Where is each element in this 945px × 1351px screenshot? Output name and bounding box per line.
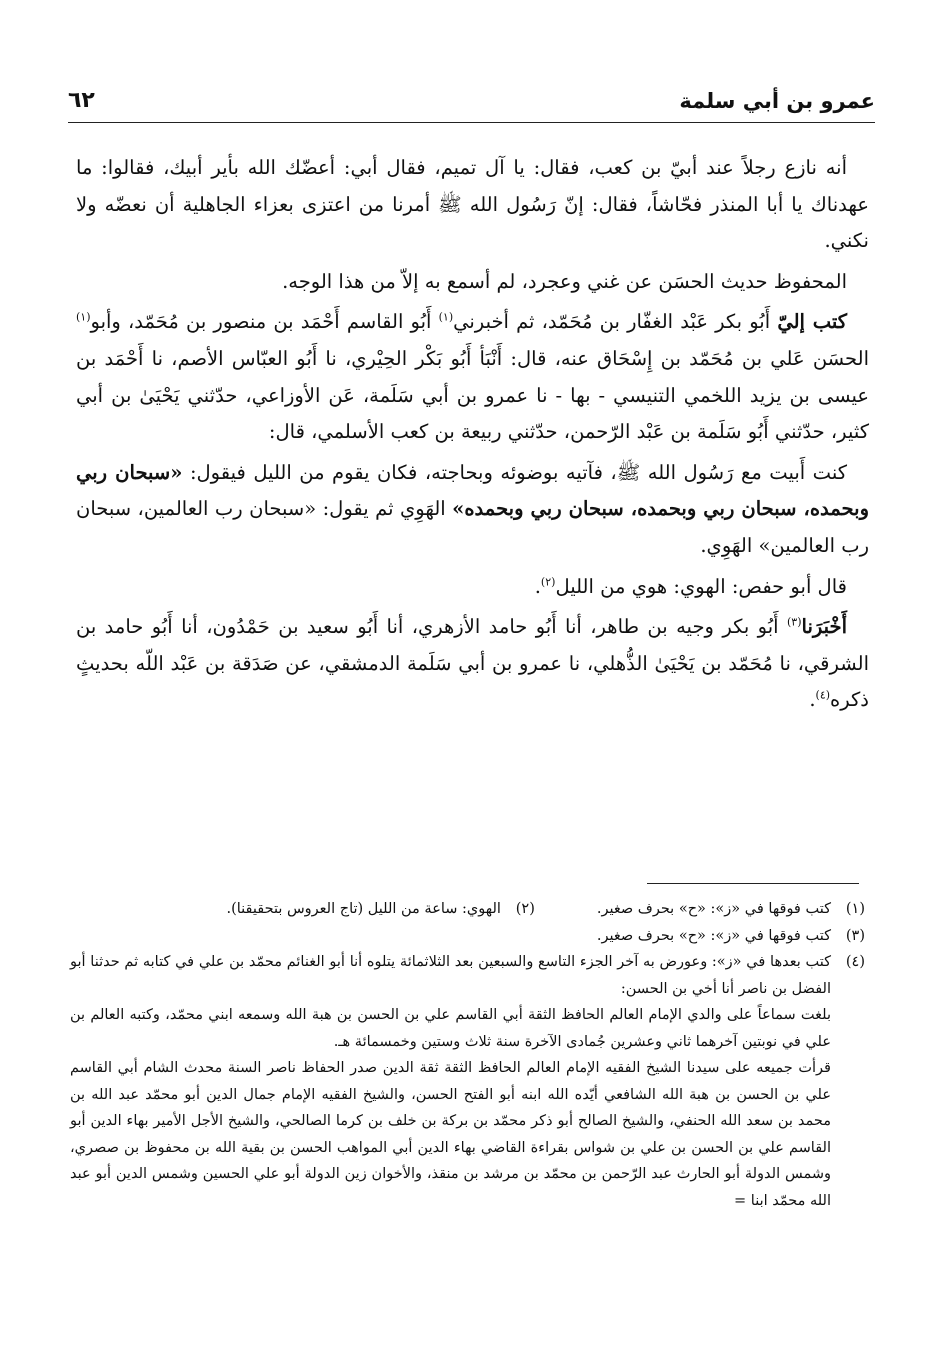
footnote-4 [70,949,865,1214]
footnote-number: (١) [845,901,865,917]
explanation-text: . [534,574,541,598]
footnote-body [70,949,831,1214]
page-number: ٦٢ [68,88,95,113]
running-head [68,86,875,116]
isnad-text: أَبُو بكر وجيه بن طاهر، أنا أَبُو حامد الأزهري، أنا أَبُو سعيد بن حَمْدُون، أنا أَبُو حامد بن الشرقي، نا مُحَمّد بن يَحْيَىٰ الذُّهلي، نا عمرو بن أبي سَلَمة الدمشقي، عن صَدَقة بن عَبْد اللّه بحديثٍ ذكره [76,615,869,712]
footnote-row [70,896,865,923]
footnote-1 [597,896,865,923]
manuscript-note: بلغت سماعاً على والدي الإمام العالم الحافظ الثقة أبي القاسم علي بن الحسن بن هبة الله وسمعه ابني محمّد، وكتبه العالم بن علي في نوبتين آخرهما ثاني وعشرين جُمادى الآخرة سنة ثلاث وستين وخمسمائة هـ. [70,1007,831,1050]
footnote-ref: (٣) [787,615,802,629]
isnad-text: . [809,688,816,712]
footnote-3 [70,923,865,950]
footnote-ref: (٢) [540,575,556,589]
main-text [76,150,869,719]
footnote-2 [226,896,534,923]
footnote-text: كتب فوقها في «ز»: «ح» بحرف صغير. [596,927,831,944]
paragraph-isnad-1 [76,304,869,450]
paragraph-isnad-2 [76,609,869,719]
manuscript-note: قرأت جميعه على سيدنا الشيخ الفقيه الإمام العالم الحافظ الثقة ثقة الدين صدر الحفاظ ناصر السنة محدث الشام أبي القاسم علي بن الحسن بن هبة الله الشافعي أيّده الله ابنه أبو الفتح الحسن، والشيخ الفقيه الإمام جمال الدين أبو محمّد عبد الله بن محمد بن سعد الله الحنفي، والشيخ الصالح أبو ذكر محمّد بن بركة بن خلف بن كرما الصالحي، والشيخ الأجل الأمير بهاء الدين أبو القاسم علي بن الحسن بن علي بن شواس بقراءة القاضي بهاء الدين أبي المواهب الحسن بن بقية الله بن محفوظ بن صصري، وشمس الدولة أبو الحارث عبد الرّحمن بن محمّد بن مرشد بن منقذ، والأخوان زين الدولة أبو علي الحسين وشمس الدين أبو عبد الله محمّد ابنا = [70,1060,831,1209]
chapter-title: عمرو بن أبي سلمة [679,89,875,113]
header-rule [68,122,875,123]
footnote-ref: (١) [76,310,91,324]
paragraph-explanation [76,569,869,606]
isnad-text: أَبُو القاسم أَحْمَد بن منصور بن مُحَمّد، وأبو [90,310,439,334]
paragraph-hadith-context: أنه نازع رجلاً عند أبيّ بن كعب، فقال: يا آل تميم، فقال أبي: أعضّك الله بأير أبيك، فقالوا: ما عهدناك يا أبا المنذر فحّاشاً، فقال: إنّ رَسُول الله ﷺ أمرنا من اعتزى بعزاء الجاهلية أن نعضّه ولا نكني. [76,156,869,253]
footnote-text: كتب فوقها في «ز»: «ح» بحرف صغير. [596,901,831,917]
isnad-text: الحسَن عَلي بن مُحَمّد بن إِسْحَاق عنه، قال: أَنْبَأ أَبُو بَكْر الحِيْري، نا أَبُو العبّاس الأصم، نا أَحْمَد بن عيسى بن يزيد اللخمي التنيسي - بها - نا عمرو بن أبي سَلَمة، عَن الأوزاعي، حدّثني يَحْيَىٰ بن أبي كثير، حدّثني أَبُو سَلَمة بن عَبْد الرّحمن، حدّثني ربيعة بن كعب الأسلمي، قال: [76,346,869,444]
paragraph-matn [76,455,869,565]
matn-text: الهَوِي ثم يقول: «سبحان رب العالمين، سبحان رب العالمين» الهَوِي. [76,497,869,557]
isnad-lead-word: كتب إليّ [777,310,848,334]
footnote-number: (٢) [515,901,535,917]
paragraph-remark: المحفوظ حديث الحسَن عن غني وعجرد، لم أسمع به إلاّ من هذا الوجه. [282,269,847,293]
matn-text: كنت أَبيت مع رَسُول الله ﷺ، فآتيه بوضوئه وبحاجته، فكان يقوم من الليل فيقول: [182,460,847,484]
isnad-text: أَبُو بكر عَبْد الغفّار بن مُحَمّد، ثم أخبرني [453,310,778,334]
footnotes [70,896,865,1214]
explanation-text: قال أبو حفص: الهوي: هوي من الليل [555,574,847,598]
footnote-rule [647,883,859,884]
footnote-ref: (١) [438,310,454,324]
footnote-ref: (٤) [815,688,831,702]
footnote-number: (٣) [845,927,865,944]
footnote-text: الهوي: ساعة من الليل (تاج العروس بتحقيقنا). [226,901,501,917]
tasbih-quote: «سبحان ربي وبحمده، سبحان ربي وبحمده، سبحان ربي وبحمده» [76,460,869,521]
footnote-text: كتب بعدها في «ز»: وعورض به آخر الجزء التاسع والسبعين بعد الثلاثمائة يتلوه أنا أبو الغنائم محمّد بن علي في كتابه ثم حدثنا أبو الفضل بن ناصر أنا أخي بن الحسن: [70,954,831,997]
footnote-number: (٤) [845,954,865,970]
isnad-lead-word: أَخْبَرَنا [801,615,847,639]
